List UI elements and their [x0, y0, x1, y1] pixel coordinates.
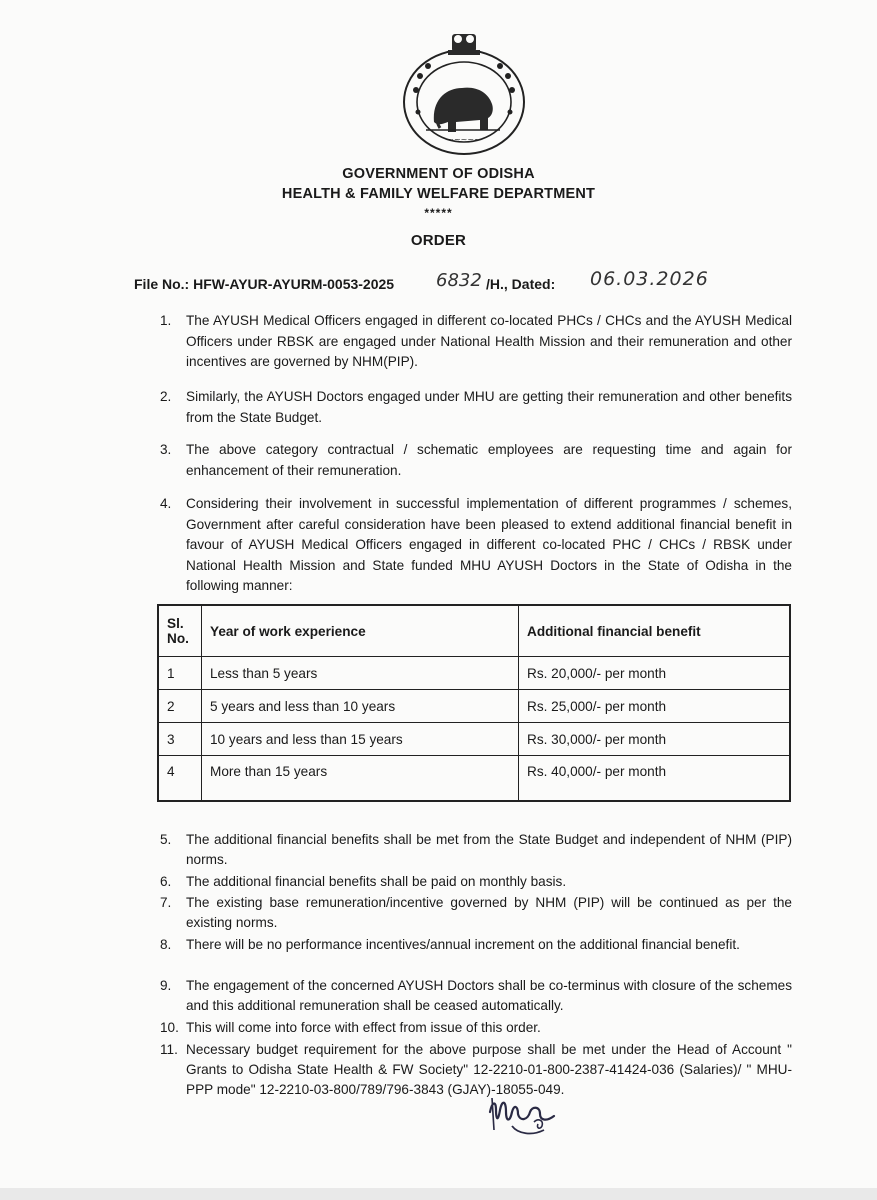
paragraph-text: The above category contractual / schematic employees are requesting time and again for enhancement of their remuneration. — [186, 442, 792, 478]
table-header-row — [158, 605, 790, 657]
government-title: GOVERNMENT OF ODISHA — [342, 166, 535, 182]
cell-sl: 4 — [158, 756, 202, 802]
item-9 — [160, 976, 792, 1016]
table-row — [158, 756, 790, 802]
order-heading: ORDER — [410, 232, 467, 249]
table-row — [158, 657, 790, 690]
cell-experience: Less than 5 years — [202, 657, 519, 690]
item-text: Necessary budget requirement for the above purpose shall be met under the Head of Account " Grants to Odisha State Health & FW Society" 12-2210-01-800-2387-41424-036 (Salaries)/ " MHU-PPP mode" 12-2210-03-800/789/796-3843 (GJAY)-18055-049. — [186, 1042, 792, 1097]
item-text: The engagement of the concerned AYUSH Doctors shall be co-terminus with closure of the schemes and this additional remuneration shall be ceased automatically. — [186, 978, 792, 1013]
cell-benefit: Rs. 30,000/- per month — [519, 723, 791, 756]
item-7 — [160, 893, 792, 933]
svg-text:~~~~~: ~~~~~ — [447, 135, 481, 144]
paragraph-text: Considering their involvement in successful implementation of different programmes / schemes, Government after careful consideration have been pleased to extend additional financial benefit in favour of AYUSH Medical Officers engaged in different co-located PHC / CHCs / RBSK under National Health Mission and State funded MHU AYUSH Doctors in the State of Odisha in the following manner: — [186, 496, 792, 593]
signature-icon — [484, 1092, 564, 1144]
paragraph-number: 3. — [160, 442, 172, 457]
cell-benefit: Rs. 25,000/- per month — [519, 690, 791, 723]
cell-benefit: Rs. 20,000/- per month — [519, 657, 791, 690]
file-number-label: File No.: HFW-AYUR-AYURM-0053-2025 — [134, 276, 395, 292]
item-number: 7. — [160, 895, 172, 910]
table-row — [158, 690, 790, 723]
department-title: HEALTH & FAMILY WELFARE DEPARTMENT — [281, 186, 596, 202]
item-number: 10. — [160, 1020, 179, 1035]
item-text: The additional financial benefits shall be met from the State Budget and independent of NHM (PIP) norms. — [186, 832, 792, 867]
paragraph-number: 2. — [160, 389, 172, 404]
paragraph-text: Similarly, the AYUSH Doctors engaged under MHU are getting their remuneration and other benefits from the State Budget. — [186, 389, 792, 425]
benefit-table — [157, 604, 791, 802]
cell-sl: 2 — [158, 690, 202, 723]
item-5 — [160, 830, 792, 870]
item-number: 6. — [160, 874, 172, 889]
item-number: 11. — [160, 1042, 178, 1057]
item-6 — [160, 872, 792, 892]
table-row — [158, 723, 790, 756]
cell-benefit: Rs. 40,000/- per month — [519, 756, 791, 802]
state-emblem-icon — [396, 30, 532, 158]
file-number-line — [134, 268, 709, 292]
paragraph-number: 1. — [160, 313, 172, 328]
item-number: 8. — [160, 937, 172, 952]
item-number: 5. — [160, 832, 172, 847]
dated-label: /H., Dated: — [486, 276, 556, 292]
item-text: The existing base remuneration/incentive governed by NHM (PIP) will be continued as per the existing norms. — [186, 895, 792, 930]
handwritten-date: 06.03.2026 — [590, 268, 709, 290]
header-experience: Year of work experience — [202, 605, 519, 657]
paragraph-4 — [160, 494, 792, 597]
header-benefit: Additional financial benefit — [519, 605, 791, 657]
separator-stars: ***** — [424, 206, 453, 220]
header-sl-no: Sl. No. — [158, 605, 202, 657]
paragraph-text: The AYUSH Medical Officers engaged in different co-located PHCs / CHCs and the AYUSH Medical Officers under RBSK are engaged under National Health Mission and their remuneration and other incentives are governed by NHM(PIP). — [186, 313, 792, 369]
cell-experience: 10 years and less than 15 years — [202, 723, 519, 756]
paragraph-2 — [160, 387, 792, 428]
handwritten-file-number: 6832 — [436, 270, 482, 291]
item-11 — [160, 1040, 792, 1100]
paragraph-1 — [160, 311, 792, 373]
cell-experience: 5 years and less than 10 years — [202, 690, 519, 723]
paragraph-3 — [160, 440, 792, 481]
item-text: The additional financial benefits shall be paid on monthly basis. — [186, 874, 567, 889]
item-text: This will come into force with effect from issue of this order. — [186, 1020, 541, 1035]
cell-experience: More than 15 years — [202, 756, 519, 802]
item-text: There will be no performance incentives/annual increment on the additional financial benefit. — [186, 937, 740, 952]
cell-sl: 3 — [158, 723, 202, 756]
item-8 — [160, 935, 792, 955]
item-10 — [160, 1018, 792, 1038]
item-number: 9. — [160, 978, 172, 993]
cell-sl: 1 — [158, 657, 202, 690]
paragraph-number: 4. — [160, 496, 172, 511]
